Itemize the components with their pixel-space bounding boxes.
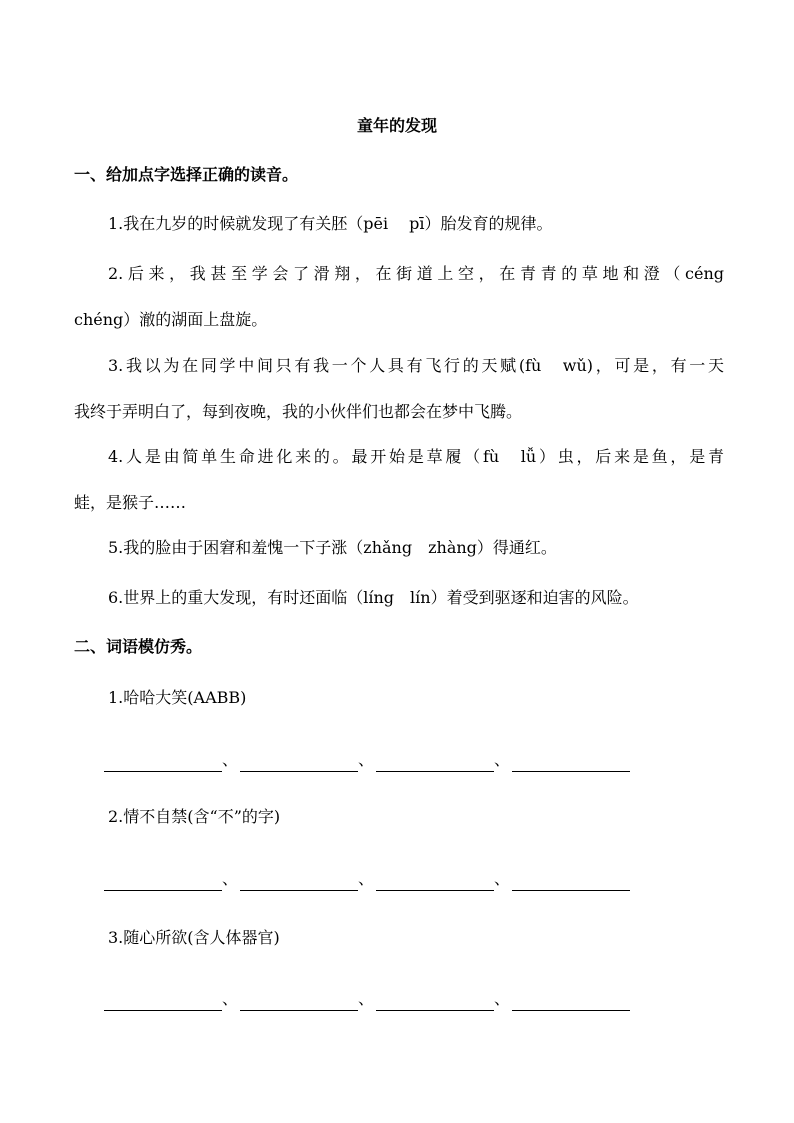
section-heading-word-imitation: 二、词语模仿秀。: [74, 637, 203, 656]
question-1: [74, 201, 724, 247]
separator: 、: [494, 750, 511, 769]
answer-blank[interactable]: [512, 872, 630, 891]
section-heading-pronunciation: 一、给加点字选择正确的读音。: [74, 165, 299, 184]
separator: 、: [494, 989, 511, 1008]
word-prompt-2: 2.情不自禁(含“不”的字): [108, 807, 281, 826]
question-3-line1: 3.我以为在同学中间只有我一个人具有飞行的天赋(fù wǔ)，可是，有一天: [108, 356, 724, 375]
question-6: [74, 575, 724, 621]
answer-blank[interactable]: [240, 753, 358, 772]
word-prompt-1: 1.哈哈大笑(AABB): [108, 688, 247, 707]
separator: 、: [358, 869, 375, 888]
question-2: [74, 251, 724, 343]
answer-blank[interactable]: [512, 992, 630, 1011]
answer-blank[interactable]: [240, 992, 358, 1011]
answer-blanks-3: [104, 987, 630, 1011]
separator: 、: [222, 989, 239, 1008]
question-5: [74, 525, 724, 571]
word-prompt-3: 3.随心所欲(含人体器官): [108, 928, 280, 947]
answer-blank[interactable]: [240, 872, 358, 891]
question-4: [74, 434, 724, 526]
answer-blanks-1: [104, 748, 630, 772]
page-title: 童年的发现: [356, 116, 437, 135]
question-2-line1: 2.后来，我甚至学会了滑翔，在街道上空，在青青的草地和澄（céng: [108, 264, 724, 283]
answer-blank[interactable]: [104, 992, 222, 1011]
question-6-line1: 6.世界上的重大发现，有时还面临（líng lín）着受到驱逐和迫害的风险。: [108, 588, 639, 607]
answer-blank[interactable]: [512, 753, 630, 772]
question-3-line2: 我终于弄明白了，每到夜晚，我的小伙伴们也都会在梦中飞腾。: [74, 402, 523, 421]
answer-blank[interactable]: [104, 753, 222, 772]
question-4-line1: 4.人是由简单生命进化来的。最开始是草履（fù lǚ）虫，后来是鱼，是青: [108, 447, 724, 466]
separator: 、: [358, 989, 375, 1008]
question-5-line1: 5.我的脸由于困窘和羞愧一下子涨（zhǎng zhàng）得通红。: [108, 538, 557, 557]
question-4-line2: 蛙，是猴子……: [74, 493, 187, 512]
separator: 、: [358, 750, 375, 769]
question-1-line1: 1.我在九岁的时候就发现了有关胚（pēi pī）胎发育的规律。: [108, 214, 553, 233]
separator: 、: [222, 869, 239, 888]
answer-blank[interactable]: [104, 872, 222, 891]
question-3: [74, 343, 724, 435]
answer-blank[interactable]: [376, 872, 494, 891]
separator: 、: [494, 869, 511, 888]
answer-blank[interactable]: [376, 753, 494, 772]
question-2-line2: chéng）澈的湖面上盘旋。: [74, 310, 268, 329]
answer-blank[interactable]: [376, 992, 494, 1011]
answer-blanks-2: [104, 867, 630, 891]
separator: 、: [222, 750, 239, 769]
